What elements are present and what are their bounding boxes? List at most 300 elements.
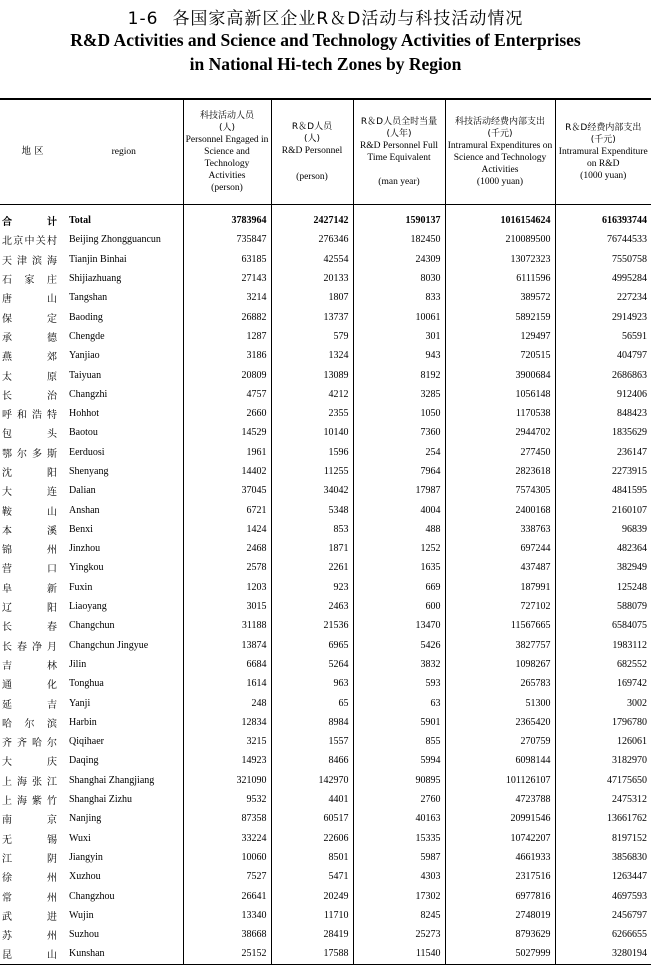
rd-personnel-cell: 65 [271, 693, 353, 712]
personnel-cell: 321090 [183, 771, 271, 790]
fte-cell: 63 [353, 693, 445, 712]
region-en-cell: Suzhou [69, 929, 99, 941]
header-fte-cn-unit: (人年) [386, 129, 412, 139]
table-row [0, 365, 651, 384]
fte-cell: 5994 [353, 751, 445, 770]
rd-expenditure-cell: 2456797 [555, 906, 651, 925]
region-cn-cell: 燕郊 [2, 352, 57, 364]
rd-expenditure-cell: 912406 [555, 385, 651, 404]
table-row [0, 848, 651, 867]
fte-cell: 8245 [353, 906, 445, 925]
header-rd-expenditure [555, 99, 651, 205]
st-expenditure-cell: 1098267 [445, 655, 555, 674]
rd-personnel-cell: 22606 [271, 829, 353, 848]
fte-cell: 8030 [353, 269, 445, 288]
st-expenditure-cell: 2317516 [445, 867, 555, 886]
region-en-cell: Harbin [69, 716, 97, 728]
region-en-cell: Kunshan [65, 944, 183, 964]
rd-personnel-cell: 11255 [271, 462, 353, 481]
rd-expenditure-cell: 56591 [555, 327, 651, 346]
personnel-cell: 10060 [183, 848, 271, 867]
rd-expenditure-cell: 2475312 [555, 790, 651, 809]
region-en-cell: Taiyuan [69, 369, 102, 381]
fte-cell: 13470 [353, 616, 445, 635]
table-row [0, 346, 651, 365]
fte-cell: 5901 [353, 713, 445, 732]
header-rd-expenditure-en: Intramural Expenditure on R&D [558, 147, 648, 169]
region-en-cell: Fuxin [69, 581, 93, 593]
header-personnel-unit: (person) [211, 183, 243, 193]
table-row-total [0, 205, 651, 231]
st-expenditure-cell: 727102 [445, 597, 555, 616]
rd-expenditure-cell: 1983112 [555, 636, 651, 655]
rd-personnel-cell: 11710 [271, 906, 353, 925]
st-expenditure-cell: 5892159 [445, 307, 555, 326]
rd-expenditure-cell: 3002 [555, 693, 651, 712]
table-row [0, 558, 651, 577]
region-en-cell: Shijiazhuang [69, 273, 122, 285]
region-cn-cell: 呼和浩特 [2, 410, 57, 422]
st-expenditure-cell: 3827757 [445, 636, 555, 655]
rd-personnel-cell: 60517 [271, 809, 353, 828]
region-en-cell: Tonghua [69, 678, 104, 690]
region-en-cell: Changchun [69, 620, 115, 632]
personnel-cell: 20809 [183, 365, 271, 384]
page-title-english-line1: R&D Activities and Science and Technology Activities of Enterprises [70, 30, 581, 50]
personnel-cell: 3783964 [183, 205, 271, 231]
fte-cell: 593 [353, 674, 445, 693]
table-row [0, 809, 651, 828]
st-expenditure-cell: 101126107 [445, 771, 555, 790]
region-en-cell: Baoding [69, 311, 103, 323]
rd-expenditure-cell: 236147 [555, 443, 651, 462]
region-en-cell: Nanjing [69, 813, 102, 825]
region-cn-cell: 鞍山 [2, 506, 57, 518]
fte-cell: 182450 [353, 230, 445, 249]
rd-expenditure-cell: 76744533 [555, 230, 651, 249]
region-cn-cell: 武进 [2, 911, 57, 923]
personnel-cell: 13340 [183, 906, 271, 925]
region-en-cell: Yingkou [69, 562, 104, 574]
rd-expenditure-cell: 47175650 [555, 771, 651, 790]
table-row [0, 578, 651, 597]
table-row [0, 269, 651, 288]
table-row [0, 771, 651, 790]
rd-expenditure-cell: 2160107 [555, 500, 651, 519]
table-row [0, 674, 651, 693]
table-row [0, 925, 651, 944]
rd-expenditure-cell: 7550758 [555, 250, 651, 269]
table-row [0, 886, 651, 905]
region-en-cell: Baotou [69, 427, 98, 439]
table-row [0, 597, 651, 616]
rd-expenditure-cell: 682552 [555, 655, 651, 674]
table-number: 1-6 [127, 9, 159, 29]
region-cn-cell: 哈尔滨 [2, 718, 57, 730]
region-cn-cell: 江阴 [2, 853, 57, 865]
rd-personnel-cell: 5264 [271, 655, 353, 674]
fte-cell: 600 [353, 597, 445, 616]
rd-expenditure-cell: 482364 [555, 539, 651, 558]
personnel-cell: 6684 [183, 655, 271, 674]
rd-personnel-cell: 963 [271, 674, 353, 693]
rd-expenditure-cell: 227234 [555, 288, 651, 307]
personnel-cell: 1614 [183, 674, 271, 693]
st-expenditure-cell: 2365420 [445, 713, 555, 732]
region-en-cell: Benxi [69, 523, 93, 535]
region-en-cell: Eerduosi [69, 446, 105, 458]
rd-personnel-cell: 42554 [271, 250, 353, 269]
personnel-cell: 26641 [183, 886, 271, 905]
table-row [0, 404, 651, 423]
fte-cell: 8192 [353, 365, 445, 384]
personnel-cell: 26882 [183, 307, 271, 326]
fte-cell: 3285 [353, 385, 445, 404]
personnel-cell: 12834 [183, 713, 271, 732]
rd-personnel-cell: 276346 [271, 230, 353, 249]
fte-cell: 943 [353, 346, 445, 365]
rd-personnel-cell: 13089 [271, 365, 353, 384]
header-st-expenditure-cn: 科技活动经费内部支出 [454, 117, 545, 127]
fte-cell: 1050 [353, 404, 445, 423]
region-cn-cell: 苏州 [2, 931, 57, 943]
fte-cell: 1635 [353, 558, 445, 577]
fte-cell: 11540 [353, 944, 445, 964]
table-row [0, 500, 651, 519]
page-title-english-line2: in National Hi-tech Zones by Region [189, 54, 462, 74]
region-en-cell: Wujin [69, 909, 94, 921]
region-en-cell: Changzhi [69, 388, 108, 400]
table-row [0, 327, 651, 346]
st-expenditure-cell: 1170538 [445, 404, 555, 423]
st-expenditure-cell: 2823618 [445, 462, 555, 481]
region-en-cell: Beijing Zhongguancun [69, 234, 161, 246]
fte-cell: 2760 [353, 790, 445, 809]
st-expenditure-cell: 2748019 [445, 906, 555, 925]
region-cn-cell: 本溪 [2, 525, 57, 537]
table-row [0, 250, 651, 269]
region-en-header: region [65, 99, 183, 205]
st-expenditure-cell: 389572 [445, 288, 555, 307]
region-cn-cell: 承德 [2, 332, 57, 344]
personnel-cell: 25152 [183, 944, 271, 964]
fte-cell: 833 [353, 288, 445, 307]
personnel-cell: 27143 [183, 269, 271, 288]
st-expenditure-cell: 1016154624 [445, 205, 555, 231]
region-cn-cell: 沈阳 [2, 468, 57, 479]
table-row [0, 751, 651, 770]
fte-cell: 24309 [353, 250, 445, 269]
header-rd-expenditure-cn-unit: (千元) [590, 135, 616, 145]
rd-expenditure-cell: 1263447 [555, 867, 651, 886]
fte-cell: 4004 [353, 500, 445, 519]
header-rd-personnel-en: R&D Personnel [281, 146, 343, 156]
personnel-cell: 1961 [183, 443, 271, 462]
personnel-cell: 1203 [183, 578, 271, 597]
rd-expenditure-cell: 3182970 [555, 751, 651, 770]
table-row [0, 462, 651, 481]
rd-expenditure-cell: 4841595 [555, 481, 651, 500]
region-en-cell: Jinzhou [69, 543, 101, 555]
region-cn-cell: 锦州 [2, 545, 57, 557]
header-personnel-cn: 科技活动人员 [199, 111, 254, 121]
header-personnel-en: Personnel Engaged in Science and Technology Activities [185, 135, 269, 181]
st-expenditure-cell: 51300 [445, 693, 555, 712]
region-en-cell: Tangshan [69, 292, 108, 304]
rd-expenditure-cell: 2686863 [555, 365, 651, 384]
header-rd-personnel-cn: R＆D人员 [291, 122, 333, 132]
rd-expenditure-cell: 126061 [555, 732, 651, 751]
personnel-cell: 248 [183, 693, 271, 712]
personnel-cell: 9532 [183, 790, 271, 809]
header-st-expenditure [445, 99, 555, 205]
rd-expenditure-cell: 848423 [555, 404, 651, 423]
region-en-cell: Jiangyin [69, 851, 103, 863]
rd-expenditure-cell: 588079 [555, 597, 651, 616]
region-en-cell: Liaoyang [69, 601, 107, 613]
rd-personnel-cell: 2463 [271, 597, 353, 616]
header-rd-expenditure-unit: (1000 yuan) [580, 171, 627, 181]
region-en-cell: Shanghai Zhangjiang [69, 774, 155, 786]
rd-personnel-cell: 8984 [271, 713, 353, 732]
rd-personnel-cell: 1324 [271, 346, 353, 365]
region-cn-cell: 延吉 [2, 699, 57, 711]
region-en-cell: Shanghai Zizhu [69, 794, 133, 806]
table-row [0, 693, 651, 712]
rd-expenditure-cell: 13661762 [555, 809, 651, 828]
fte-cell: 7964 [353, 462, 445, 481]
rd-expenditure-cell: 3856830 [555, 848, 651, 867]
table-body [0, 205, 651, 965]
title-chinese-text: 各国家高新区企业R＆D活动与科技活动情况 [172, 9, 524, 29]
header-personnel-cn-unit: (人) [218, 123, 236, 133]
header-rd-personnel [271, 99, 353, 205]
region-en-cell: Shenyang [69, 466, 109, 477]
rd-personnel-cell: 1596 [271, 443, 353, 462]
page-title-chinese [0, 4, 651, 29]
personnel-cell: 38668 [183, 925, 271, 944]
table-row [0, 539, 651, 558]
region-en-cell: Yanji [69, 697, 91, 709]
region-en-cell: Dalian [69, 485, 96, 497]
personnel-cell: 31188 [183, 616, 271, 635]
fte-cell: 17302 [353, 886, 445, 905]
st-expenditure-cell: 4661933 [445, 848, 555, 867]
rd-personnel-cell: 2427142 [271, 205, 353, 231]
st-expenditure-cell: 697244 [445, 539, 555, 558]
region-en-cell: Chengde [69, 330, 105, 342]
personnel-cell: 14402 [183, 462, 271, 481]
personnel-cell: 1424 [183, 520, 271, 539]
fte-cell: 254 [353, 443, 445, 462]
rd-expenditure-cell: 404797 [555, 346, 651, 365]
st-expenditure-cell: 4723788 [445, 790, 555, 809]
region-cn-cell: 辽阳 [2, 603, 57, 615]
st-expenditure-cell: 6111596 [445, 269, 555, 288]
st-expenditure-cell: 11567665 [445, 616, 555, 635]
rd-personnel-cell: 4212 [271, 385, 353, 404]
region-en-cell: Yanjiao [69, 350, 100, 362]
region-cn-cell: 昆山 [0, 944, 65, 964]
region-en-cell: Anshan [69, 504, 100, 516]
region-cn-cell: 上海张江 [2, 776, 57, 788]
st-expenditure-cell: 6977816 [445, 886, 555, 905]
region-cn-cell: 南京 [2, 815, 57, 827]
table-row [0, 616, 651, 635]
st-expenditure-cell: 720515 [445, 346, 555, 365]
rd-personnel-cell: 1807 [271, 288, 353, 307]
st-expenditure-cell: 10742207 [445, 829, 555, 848]
rd-expenditure-cell: 1835629 [555, 423, 651, 442]
rd-personnel-cell: 579 [271, 327, 353, 346]
region-cn-cell: 鄂尔多斯 [2, 448, 57, 460]
rd-expenditure-cell: 169742 [555, 674, 651, 693]
fte-cell: 1590137 [353, 205, 445, 231]
fte-cell: 40163 [353, 809, 445, 828]
region-cn-cell: 太原 [2, 371, 57, 383]
fte-cell: 25273 [353, 925, 445, 944]
st-expenditure-cell: 3900684 [445, 365, 555, 384]
st-expenditure-cell: 338763 [445, 520, 555, 539]
st-expenditure-cell: 129497 [445, 327, 555, 346]
rd-personnel-cell: 5348 [271, 500, 353, 519]
st-expenditure-cell: 265783 [445, 674, 555, 693]
rd-expenditure-cell: 3280194 [555, 944, 651, 964]
fte-cell: 15335 [353, 829, 445, 848]
personnel-cell: 3215 [183, 732, 271, 751]
personnel-cell: 3186 [183, 346, 271, 365]
region-cn-cell: 长治 [2, 390, 57, 402]
region-cn-cell: 北京中关村 [2, 236, 57, 248]
table-row [0, 655, 651, 674]
table-row [0, 481, 651, 500]
rd-personnel-cell: 1557 [271, 732, 353, 751]
region-cn-cell: 无锡 [2, 834, 57, 846]
region-cn-cell: 大庆 [2, 757, 57, 769]
rd-expenditure-cell: 6584075 [555, 616, 651, 635]
region-cn-cell: 常州 [2, 892, 57, 904]
region-cn-cell: 长春净月 [2, 641, 57, 653]
st-expenditure-cell: 270759 [445, 732, 555, 751]
region-cn-cell: 石家庄 [2, 275, 57, 287]
personnel-cell: 2468 [183, 539, 271, 558]
region-cn-cell: 吉林 [2, 660, 57, 672]
fte-cell: 301 [353, 327, 445, 346]
fte-cell: 17987 [353, 481, 445, 500]
region-cn-cell: 营口 [2, 564, 57, 576]
st-expenditure-cell: 277450 [445, 443, 555, 462]
personnel-cell: 6721 [183, 500, 271, 519]
table-header [0, 99, 651, 205]
table-row [0, 307, 651, 326]
region-en-cell: Tianjin Binhai [69, 253, 127, 265]
rd-personnel-cell: 21536 [271, 616, 353, 635]
table-row [0, 423, 651, 442]
rd-expenditure-cell: 616393744 [555, 205, 651, 231]
header-fte-cn: R＆D人员全时当量 [360, 117, 438, 127]
header-personnel [183, 99, 271, 205]
data-table [0, 98, 651, 965]
table-row [0, 288, 651, 307]
st-expenditure-cell: 2400168 [445, 500, 555, 519]
rd-personnel-cell: 853 [271, 520, 353, 539]
st-expenditure-cell: 187991 [445, 578, 555, 597]
rd-personnel-cell: 34042 [271, 481, 353, 500]
region-en-cell: Changchun Jingyue [69, 639, 149, 651]
region-cn-cell: 通化 [2, 680, 57, 692]
st-expenditure-cell: 1056148 [445, 385, 555, 404]
table-row [0, 385, 651, 404]
header-fte-unit: (man year) [378, 177, 420, 187]
fte-cell: 488 [353, 520, 445, 539]
personnel-cell: 14529 [183, 423, 271, 442]
st-expenditure-cell: 2944702 [445, 423, 555, 442]
personnel-cell: 4757 [183, 385, 271, 404]
region-cn-cell: 徐州 [2, 873, 57, 885]
fte-cell: 669 [353, 578, 445, 597]
st-expenditure-cell: 6098144 [445, 751, 555, 770]
st-expenditure-cell: 20991546 [445, 809, 555, 828]
region-en-cell: Hohhot [69, 408, 99, 420]
rd-personnel-cell: 20249 [271, 886, 353, 905]
region-cn-cell: 保定 [2, 313, 57, 325]
table-row [0, 636, 651, 655]
region-en-cell: Qiqihaer [69, 736, 104, 748]
rd-personnel-cell: 142970 [271, 771, 353, 790]
st-expenditure-cell: 7574305 [445, 481, 555, 500]
rd-personnel-cell: 2261 [271, 558, 353, 577]
table-row [0, 443, 651, 462]
st-expenditure-cell: 8793629 [445, 925, 555, 944]
rd-personnel-cell: 1871 [271, 539, 353, 558]
fte-cell: 4303 [353, 867, 445, 886]
header-st-expenditure-en: Intramural Expenditures on Science and Technology Activities [447, 141, 553, 175]
header-rd-personnel-unit: (person) [296, 172, 328, 182]
region-cn-header: 地 区 [0, 99, 65, 205]
personnel-cell: 1287 [183, 327, 271, 346]
fte-cell: 3832 [353, 655, 445, 674]
rd-expenditure-cell: 1796780 [555, 713, 651, 732]
header-fte [353, 99, 445, 205]
table-row [0, 867, 651, 886]
rd-personnel-cell: 923 [271, 578, 353, 597]
rd-expenditure-cell: 125248 [555, 578, 651, 597]
rd-expenditure-cell: 2914923 [555, 307, 651, 326]
personnel-cell: 14923 [183, 751, 271, 770]
header-st-expenditure-unit: (1000 yuan) [476, 177, 524, 187]
rd-personnel-cell: 8501 [271, 848, 353, 867]
region-en-cell: Daqing [69, 755, 99, 767]
rd-personnel-cell: 28419 [271, 925, 353, 944]
rd-personnel-cell: 17588 [271, 944, 353, 964]
rd-personnel-cell: 6965 [271, 636, 353, 655]
st-expenditure-cell: 437487 [445, 558, 555, 577]
rd-expenditure-cell: 8197152 [555, 829, 651, 848]
header-fte-en: R&D Personnel Full Time Equivalent [359, 141, 439, 163]
rd-personnel-cell: 20133 [271, 269, 353, 288]
rd-expenditure-cell: 4697593 [555, 886, 651, 905]
header-rd-personnel-cn-unit: (人) [303, 134, 321, 144]
rd-personnel-cell: 2355 [271, 404, 353, 423]
table-row [0, 230, 651, 249]
personnel-cell: 87358 [183, 809, 271, 828]
region-cn-cell: 长春 [2, 622, 57, 634]
region-cn-cell: 唐山 [2, 294, 57, 306]
rd-expenditure-cell: 4995284 [555, 269, 651, 288]
fte-cell: 855 [353, 732, 445, 751]
personnel-cell: 3214 [183, 288, 271, 307]
region-en-cell: Xuzhou [69, 871, 101, 883]
